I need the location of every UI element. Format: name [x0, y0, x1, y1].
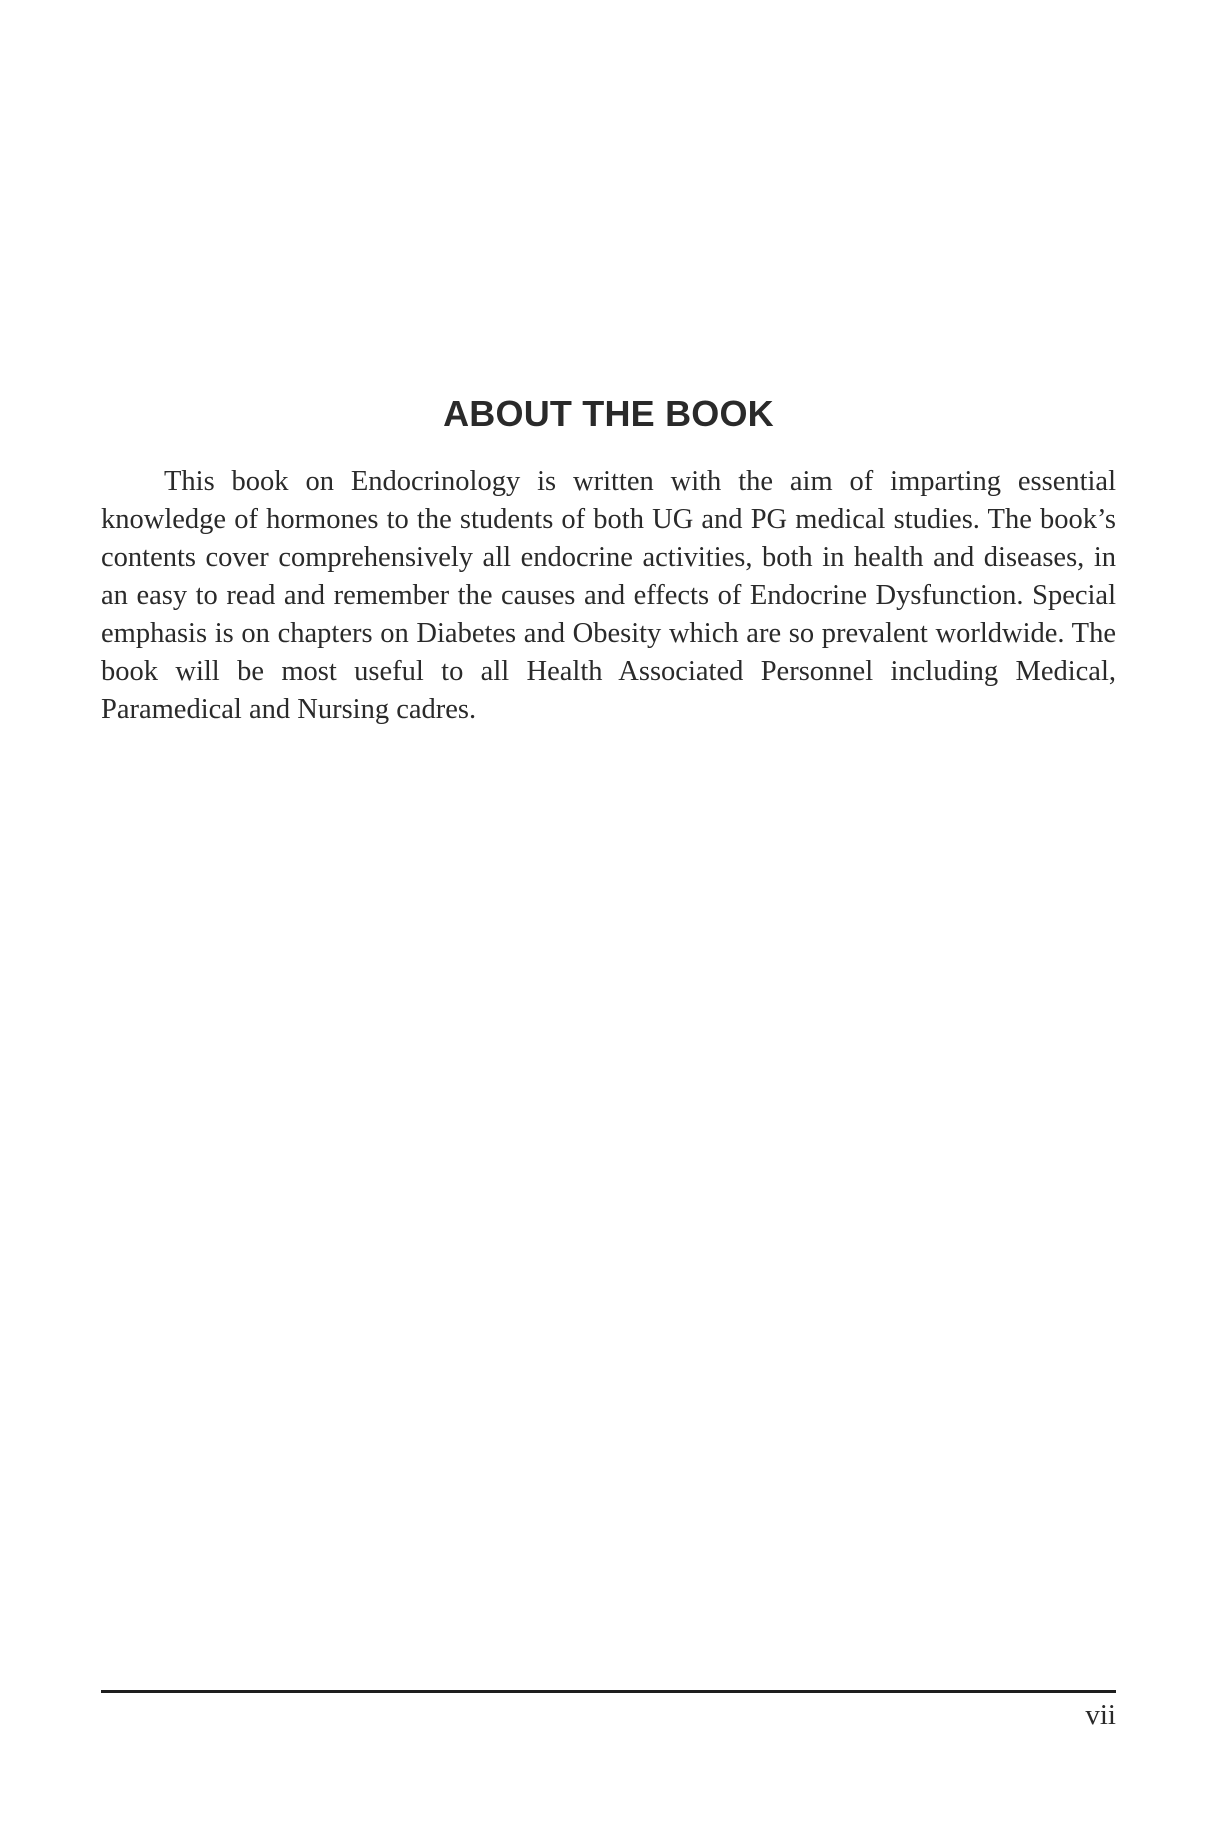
about-paragraph: This book on Endocrinology is written with the aim of imparting essential knowledge of hormones to the students of both UG and PG medical studies. The book’s contents cover comprehensively all endocrine activities, both in health and diseases, in an easy to read and remember the causes and effects of Endocrine Dysfunction. Special emphasis is on chapters on Diabetes and Obesity which are so prevalent worldwide. The book will be most useful to all Health Associated Personnel including Medical, Paramedical and Nursing cadres. [101, 466, 1116, 725]
footer-rule [101, 1690, 1116, 1693]
page-number: vii [1085, 1699, 1116, 1731]
page-title: ABOUT THE BOOK [443, 393, 774, 434]
